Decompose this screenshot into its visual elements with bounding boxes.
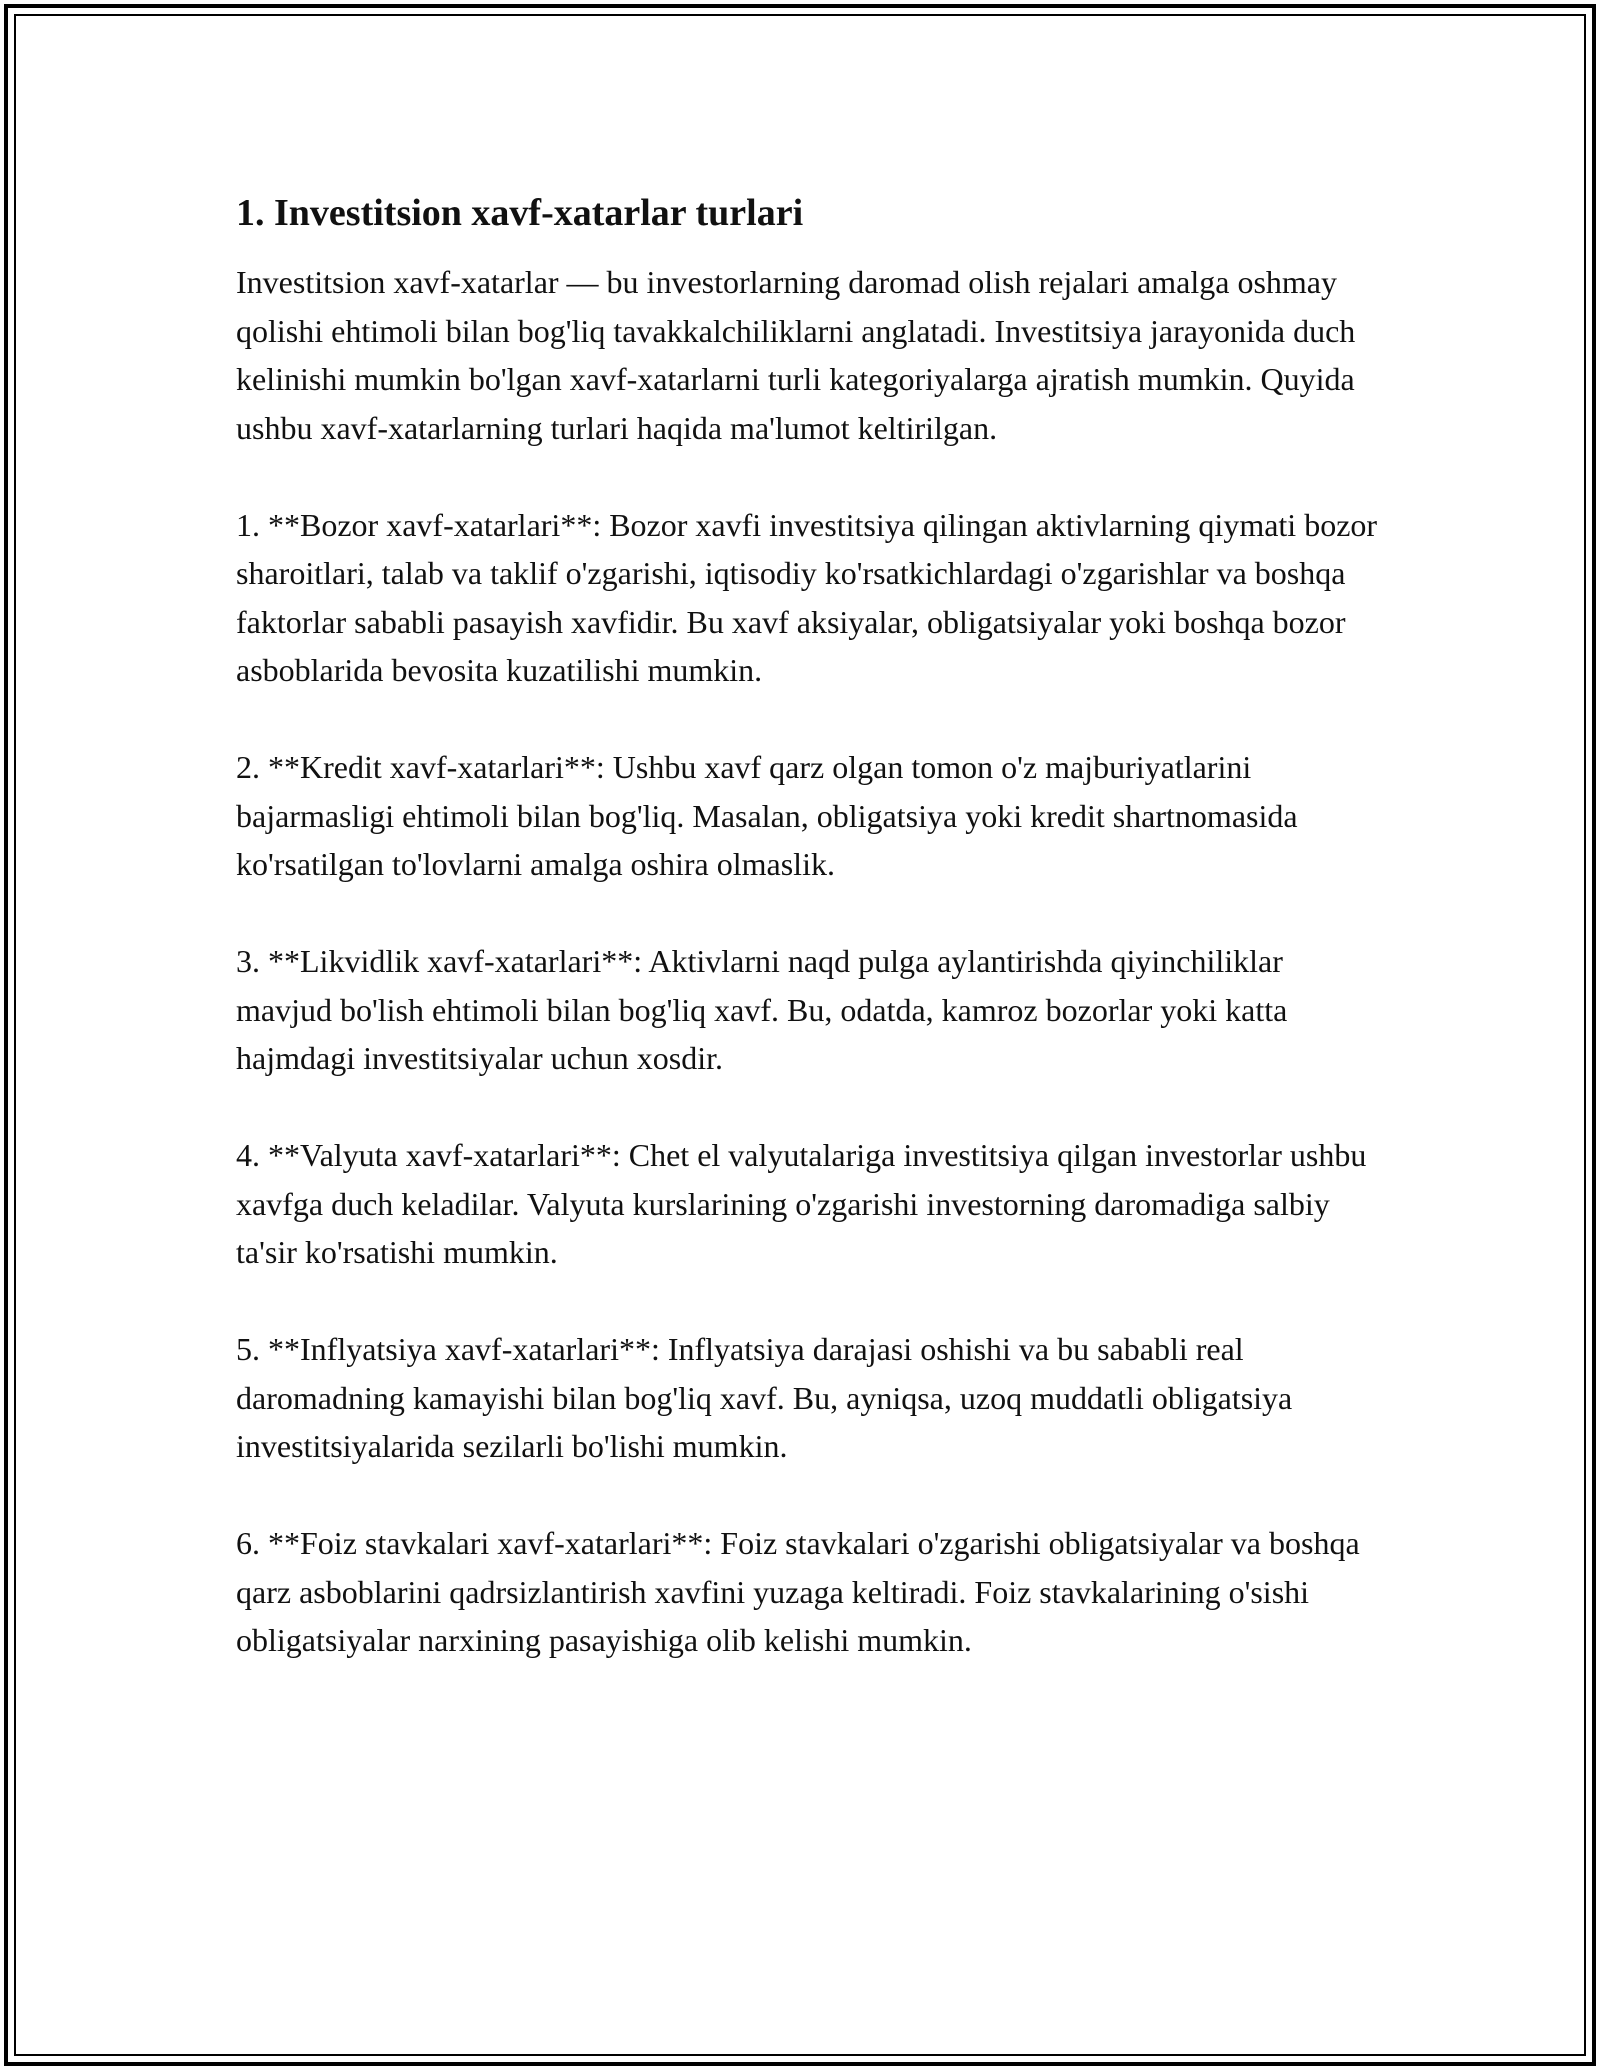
- intro-paragraph: Investitsion xavf-xatarlar — bu investorlarning daromad olish rejalari amalga oshmay qolishi ehtimoli bilan bog'liq tavakkalchiliklarni anglatadi. Investitsiya jarayonida duch kelinishi mumkin bo'lgan xavf-xatarlarni turli kategoriyalarga ajratish mumkin. Quyida ushbu xavf-xatarlarning turlari haqida ma'lumot keltirilgan.: [236, 264, 1356, 446]
- document-body: [236, 190, 1386, 1713]
- currency-risk-paragraph: 4. **Valyuta xavf-xatarlari**: Chet el valyutalariga investitsiya qilgan investorlar ushbu xavfga duch keladilar. Valyuta kurslarining o'zgarishi investorning daromadiga salbiy ta'sir ko'rsatishi mumkin.: [236, 1137, 1367, 1270]
- interest-rate-risk-paragraph: 6. **Foiz stavkalari xavf-xatarlari**: Foiz stavkalari o'zgarishi obligatsiyalar va boshqa qarz asboblarini qadrsizlantirish xavfini yuzaga keltiradi. Foiz stavkalarining o'sishi obligatsiyalar narxining pasayishiga olib kelishi mumkin.: [236, 1525, 1360, 1658]
- inflation-risk-paragraph: 5. **Inflyatsiya xavf-xatarlari**: Inflyatsiya darajasi oshishi va bu sababli real daromadning kamayishi bilan bog'liq xavf. Bu, ayniqsa, uzoq muddatli obligatsiya investitsiyalarida sezilarli bo'lishi mumkin.: [236, 1331, 1293, 1464]
- section-heading: 1. Investitsion xavf-xatarlar turlari: [236, 192, 804, 234]
- credit-risk-paragraph: 2. **Kredit xavf-xatarlari**: Ushbu xavf qarz olgan tomon o'z majburiyatlarini bajarmasligi ehtimoli bilan bog'liq. Masalan, obligatsiya yoki kredit shartnomasida ko'rsatilgan to'lovlarni amalga oshira olmaslik.: [236, 749, 1298, 882]
- liquidity-risk-paragraph: 3. **Likvidlik xavf-xatarlari**: Aktivlarni naqd pulga aylantirishda qiyinchiliklar mavjud bo'lish ehtimoli bilan bog'liq xavf. Bu, odatda, kamroz bozorlar yoki katta hajmdagi investitsiyalar uchun xosdir.: [236, 943, 1288, 1076]
- market-risk-paragraph: 1. **Bozor xavf-xatarlari**: Bozor xavfi investitsiya qilingan aktivlarning qiymati bozor sharoitlari, talab va taklif o'zgarishi, iqtisodiy ko'rsatkichlardagi o'zgarishlar va boshqa faktorlar sababli pasayish xavfidir. Bu xavf aksiyalar, obligatsiyalar yoki boshqa bozor asboblarida bevosita kuzatilishi mumkin.: [236, 506, 1378, 688]
